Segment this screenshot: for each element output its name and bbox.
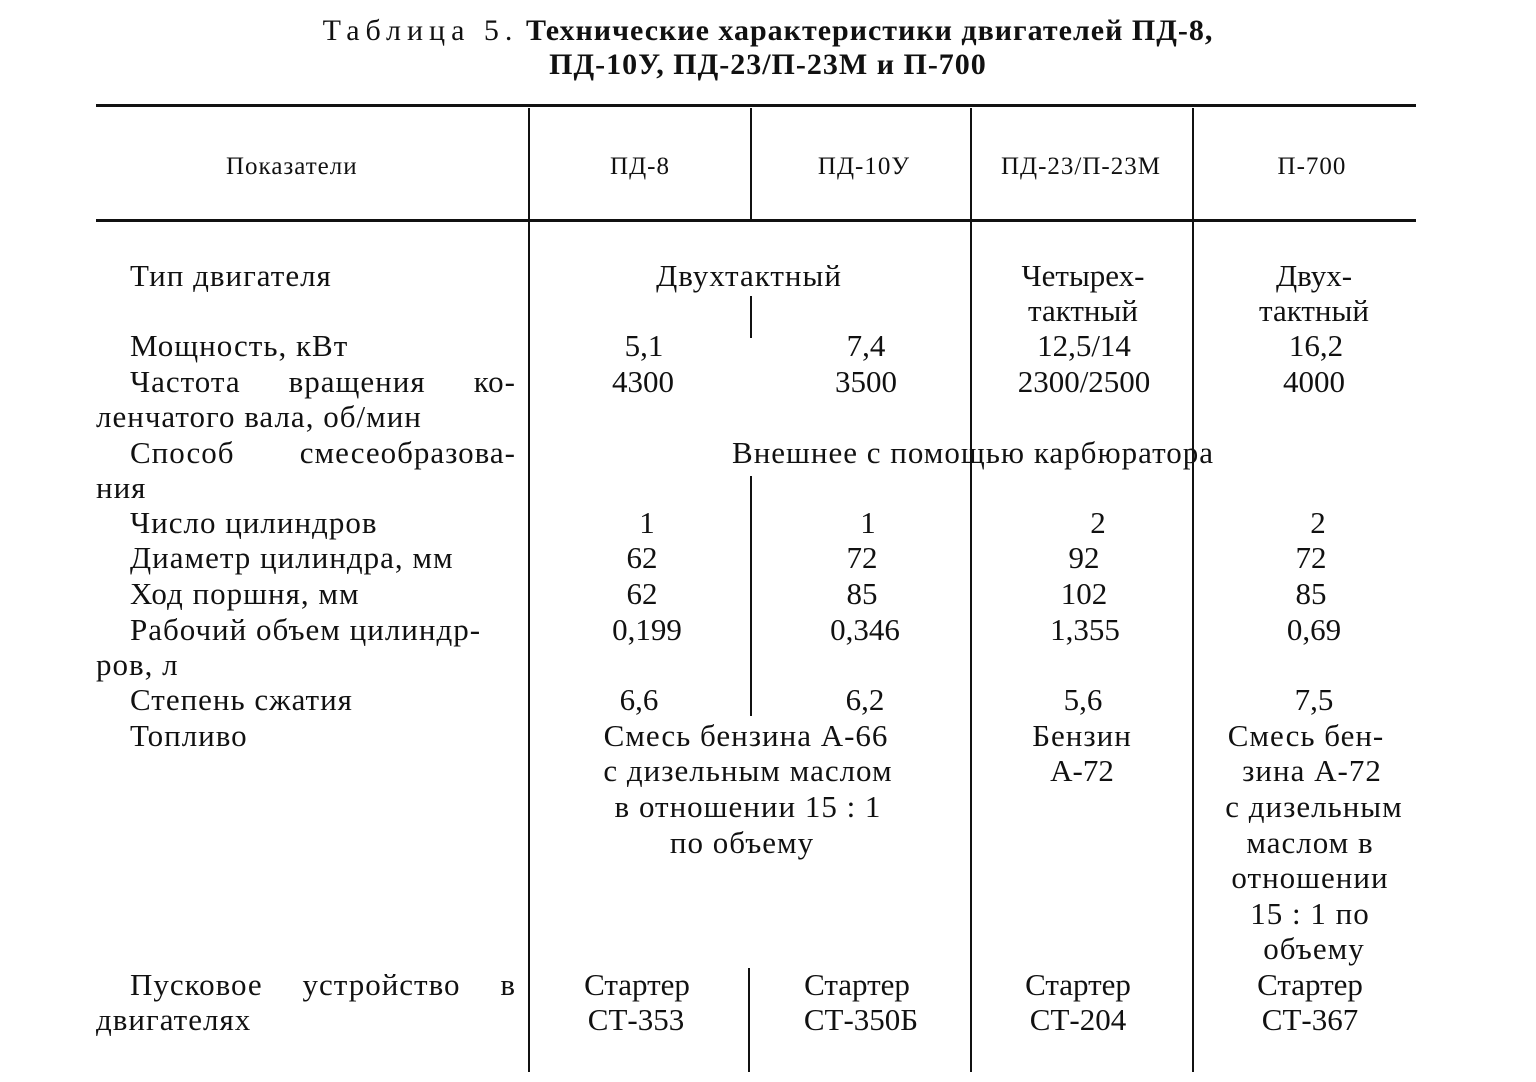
value-stroke-pd10u: 85 <box>846 576 878 611</box>
column-divider-2-header <box>750 108 752 219</box>
column-divider-3 <box>970 108 972 1072</box>
value-type-pd23-l1: Четырех- <box>1021 258 1145 293</box>
value-power-pd8: 5,1 <box>624 328 664 363</box>
value-fuel-p700-l2: зина А-72 <box>1242 753 1382 788</box>
value-bore-pd23: 92 <box>1068 540 1100 575</box>
label-mixing-line1 <box>130 435 516 471</box>
value-power-pd23: 12,5/14 <box>1037 328 1131 363</box>
label-stroke: Ход поршня, мм <box>130 576 360 611</box>
value-starter-p700-l1: Стартер <box>1257 967 1363 1002</box>
label-rpm-line1 <box>130 364 516 400</box>
table-caption-line2 <box>0 48 1536 82</box>
value-starter-p700-l2: СТ-367 <box>1261 1002 1359 1037</box>
value-stroke-pd8: 62 <box>626 576 658 611</box>
value-rpm-p700: 4000 <box>1283 364 1345 399</box>
value-fuel-pd8-pd10-l1: Смесь бензина А-66 <box>603 718 889 753</box>
table-number: Таблица 5. <box>322 14 519 47</box>
table-caption-line1 <box>0 14 1536 48</box>
value-type-pd8-pd10: Двухтактный <box>656 258 842 293</box>
label-starter-word3: в <box>500 967 516 1002</box>
label-mixing-word2: смесеобразова- <box>299 435 516 470</box>
top-rule <box>96 104 1416 107</box>
value-bore-pd8: 62 <box>626 540 658 575</box>
column-divider-2-seg1 <box>750 296 752 338</box>
label-starter-line2: двигателях <box>96 1002 252 1037</box>
value-fuel-p700-l3: с дизельным <box>1225 789 1403 824</box>
label-starter-word2: устройство <box>302 967 461 1002</box>
value-displacement-pd23: 1,355 <box>1050 612 1120 647</box>
value-fuel-pd23-l2: А-72 <box>1050 753 1114 788</box>
label-engine-type: Тип двигателя <box>130 258 332 293</box>
label-mixing-line2: ния <box>96 470 147 505</box>
value-fuel-p700-l1: Смесь бен- <box>1227 718 1385 753</box>
label-rpm-line2: ленчатого вала, об/мин <box>96 399 422 434</box>
value-stroke-p700: 85 <box>1295 576 1327 611</box>
value-mixing-all: Внешнее с помощью карбюратора <box>732 435 1214 470</box>
value-displacement-p700: 0,69 <box>1286 612 1342 647</box>
label-bore: Диаметр цилиндра, мм <box>130 540 454 575</box>
value-power-p700: 16,2 <box>1288 328 1344 363</box>
label-rpm-word3: ко- <box>473 364 516 399</box>
value-rpm-pd10u: 3500 <box>835 364 897 399</box>
value-compression-p700: 7,5 <box>1294 682 1334 717</box>
label-rpm-word1: Частота <box>130 364 241 399</box>
value-fuel-p700-l7: объему <box>1263 931 1365 966</box>
header-p700: П-700 <box>1277 153 1347 180</box>
value-starter-pd8-l1: Стартер <box>584 967 690 1002</box>
value-fuel-p700-l5: отношении <box>1231 860 1389 895</box>
table-title-cont: ПД-10У, ПД-23/П-23М и П-700 <box>549 48 987 81</box>
label-fuel: Топливо <box>130 718 248 753</box>
value-fuel-pd8-pd10-l2: с дизельным маслом <box>603 753 893 788</box>
label-displacement-line2: ров, л <box>96 647 179 682</box>
value-bore-p700: 72 <box>1295 540 1327 575</box>
value-fuel-pd8-pd10-l3: в отношении 15 : 1 <box>614 789 882 824</box>
value-starter-pd23-l2: СТ-204 <box>1029 1002 1127 1037</box>
value-stroke-pd23: 102 <box>1060 576 1108 611</box>
value-type-p700-l2: тактный <box>1259 293 1369 328</box>
value-power-pd10u: 7,4 <box>846 328 886 363</box>
value-rpm-pd23: 2300/2500 <box>1017 364 1151 399</box>
label-starter-line1 <box>130 967 516 1003</box>
value-rpm-pd8: 4300 <box>612 364 674 399</box>
value-cylinders-p700: 2 <box>1310 505 1326 540</box>
value-starter-pd8-l2: СТ-353 <box>587 1002 685 1037</box>
value-cylinders-pd23: 2 <box>1090 505 1106 540</box>
value-fuel-p700-l6: 15 : 1 по <box>1250 896 1370 931</box>
value-type-p700-l1: Двух- <box>1275 258 1353 293</box>
header-pd8: ПД-8 <box>610 153 670 180</box>
header-pd23: ПД-23/П-23М <box>1001 153 1161 180</box>
value-fuel-pd8-pd10-l4: по объему <box>669 825 815 860</box>
value-cylinders-pd8: 1 <box>639 505 655 540</box>
value-cylinders-pd10u: 1 <box>860 505 876 540</box>
label-rpm-word2: вращения <box>288 364 426 399</box>
value-fuel-p700-l4: маслом в <box>1246 825 1374 860</box>
value-fuel-pd23-l1: Бензин <box>1032 718 1132 753</box>
value-compression-pd8: 6,6 <box>619 682 659 717</box>
value-bore-pd10u: 72 <box>846 540 878 575</box>
header-rule <box>96 219 1416 222</box>
value-displacement-pd10u: 0,346 <box>830 612 900 647</box>
column-divider-1 <box>528 108 530 1072</box>
value-compression-pd23: 5,6 <box>1063 682 1103 717</box>
table-title: Технические характеристики двигателей ПД-8, <box>525 14 1214 47</box>
label-mixing-word1: Способ <box>130 435 235 470</box>
column-divider-4 <box>1192 108 1194 1072</box>
value-starter-pd10u-l1: Стартер <box>804 967 910 1002</box>
value-type-pd23-l2: тактный <box>1028 293 1138 328</box>
column-divider-2-seg2 <box>750 476 752 716</box>
value-starter-pd23-l1: Стартер <box>1025 967 1131 1002</box>
value-displacement-pd8: 0,199 <box>612 612 682 647</box>
label-power: Мощность, кВт <box>130 328 349 363</box>
value-compression-pd10u: 6,2 <box>845 682 885 717</box>
label-compression: Степень сжатия <box>130 682 353 717</box>
header-pd10u: ПД-10У <box>817 153 911 180</box>
label-starter-word1: Пусковое <box>130 967 263 1002</box>
column-divider-2-seg3 <box>748 968 750 1072</box>
label-displacement-line1: Рабочий объем цилиндр- <box>130 612 482 647</box>
value-starter-pd10u-l2: СТ-350Б <box>803 1002 919 1037</box>
header-indicators: Показатели <box>226 153 358 180</box>
label-cylinders: Число цилиндров <box>130 505 378 540</box>
